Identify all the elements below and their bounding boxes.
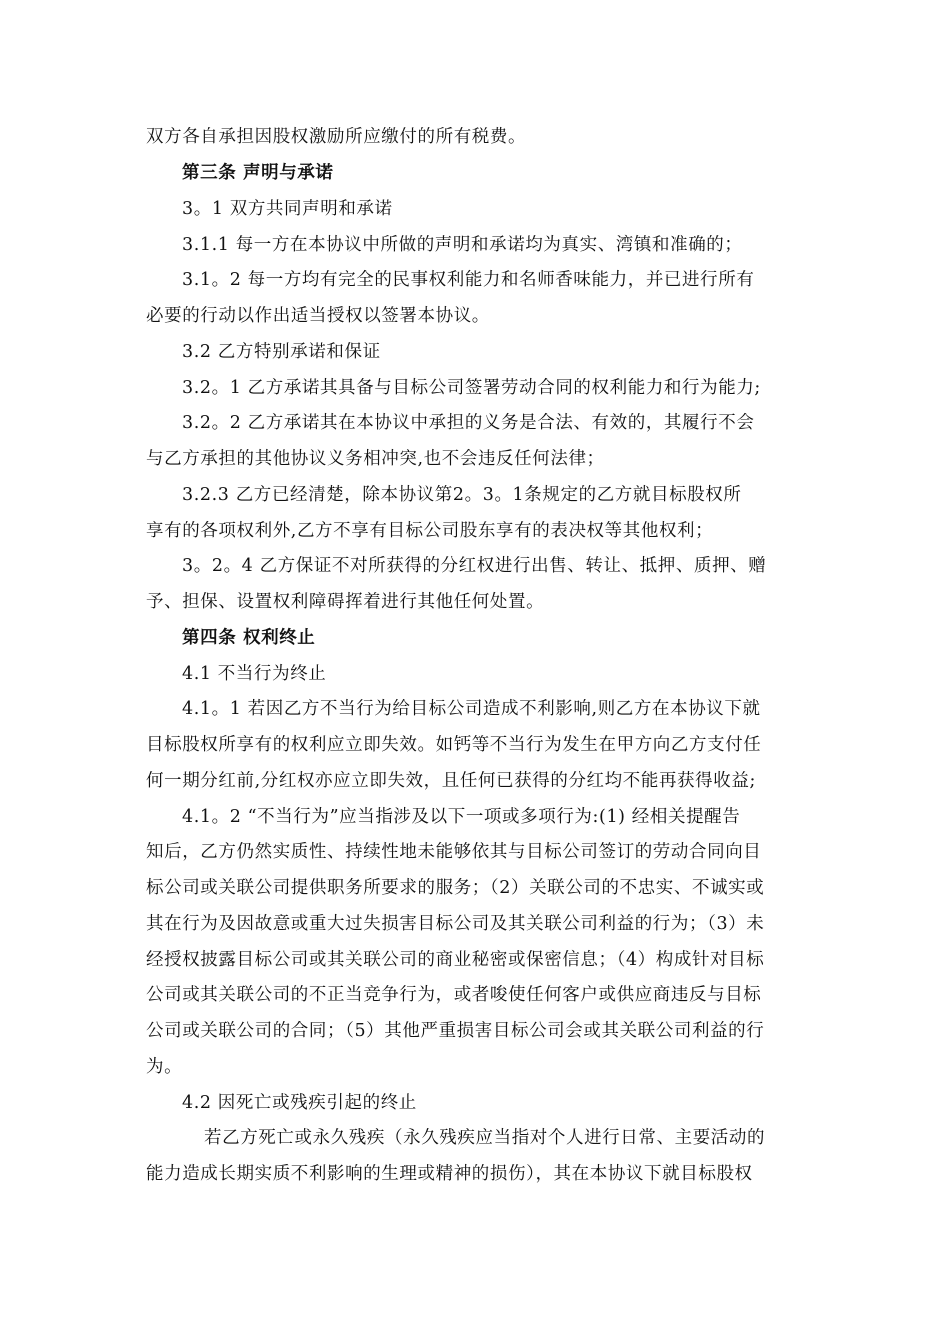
text-line: 3.2。2 乙方承诺其在本协议中承担的义务是合法、有效的，其履行不会	[182, 413, 755, 433]
text-line: 与乙方承担的其他协议义务相冲突,也不会违反任何法律；	[146, 449, 605, 469]
text-line: 3.1。2 每一方均有完全的民事权利能力和名师香味能力，并已进行所有	[182, 270, 755, 290]
text-line: 享有的各项权利外,乙方不享有目标公司股东享有的表决权等其他权利；	[146, 521, 714, 541]
section-heading: 第三条 声明与承诺	[182, 163, 334, 183]
clause-heading: 3。1 双方共同声明和承诺	[182, 199, 393, 219]
section-heading: 第四条 权利终止	[182, 628, 316, 648]
text-line: 公司或关联公司的合同；（5）其他严重损害目标公司会或其关联公司利益的行	[146, 1021, 765, 1041]
text-line: 必要的行动以作出适当授权以签署本协议。	[146, 306, 490, 326]
text-line: 予、担保、设置权利障碍挥着进行其他任何处置。	[146, 592, 545, 612]
text-line: 何一期分红前,分红权亦应立即失效，且任何已获得的分红均不能再获得收益;	[146, 771, 756, 791]
text-line: 能力造成长期实质不利影响的生理或精神的损伤），其在本协议下就目标股权	[146, 1164, 753, 1184]
clause-heading: 4.1 不当行为终止	[182, 664, 327, 684]
text-line: 4.1。1 若因乙方不当行为给目标公司造成不利影响,则乙方在本协议下就	[182, 699, 761, 719]
text-line: 目标股权所享有的权利应立即失效。如钙等不当行为发生在甲方向乙方支付任	[146, 735, 762, 755]
text-line: 其在行为及因故意或重大过失损害目标公司及其关联公司利益的行为；（3）未	[146, 914, 765, 934]
text-line: 经授权披露目标公司或其关联公司的商业秘密或保密信息；（4）构成针对目标	[146, 950, 765, 970]
text-line: 双方各自承担因股权激励所应缴付的所有税费。	[146, 127, 527, 147]
text-line: 为。	[146, 1057, 183, 1077]
text-line: 3.2.3 乙方已经清楚，除本协议第2。3。1条规定的乙方就目标股权所	[182, 485, 742, 505]
text-line: 3。2。4 乙方保证不对所获得的分红权进行出售、转让、抵押、质押、赠	[182, 556, 767, 576]
text-line: 公司或其关联公司的不正当竞争行为，或者唆使任何客户或供应商违反与目标	[146, 985, 762, 1005]
text-line: 若乙方死亡或永久残疾（永久残疾应当指对个人进行日常、主要活动的	[204, 1128, 766, 1148]
text-line: 标公司或关联公司提供职务所要求的服务；（2）关联公司的不忠实、不诚实或	[146, 878, 765, 898]
clause-heading: 4.2 因死亡或残疾引起的终止	[182, 1093, 417, 1113]
text-line: 3.1.1 每一方在本协议中所做的声明和承诺均为真实、湾镇和准确的；	[182, 235, 743, 255]
text-line: 3.2。1 乙方承诺其具备与目标公司签署劳动合同的权利能力和行为能力;	[182, 378, 761, 398]
clause-heading: 3.2 乙方特别承诺和保证	[182, 342, 381, 362]
text-line: 知后，乙方仍然实质性、持续性地未能够依其与目标公司签订的劳动合同向目	[146, 842, 762, 862]
text-line: 4.1。2 “不当行为”应当指涉及以下一项或多项行为:(1) 经相关提醒告	[182, 807, 741, 827]
